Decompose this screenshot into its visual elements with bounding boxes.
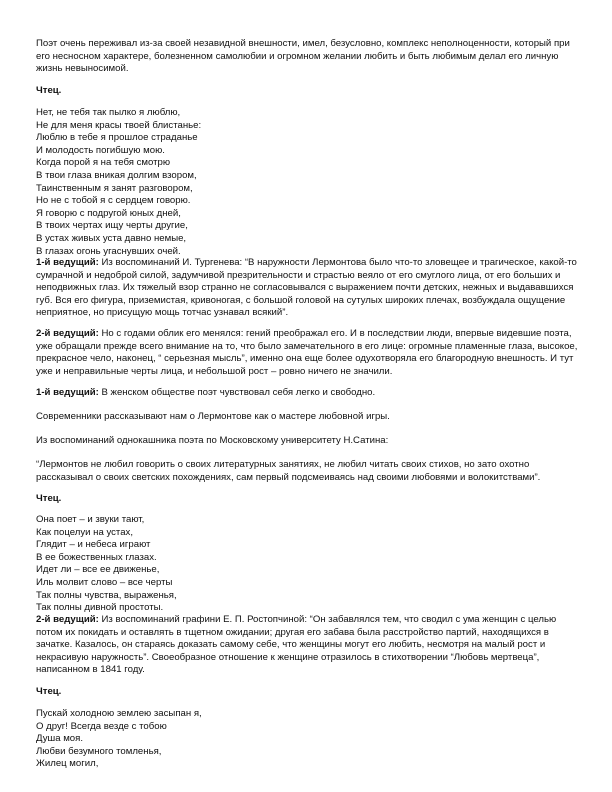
poem-line: Не для меня красы твоей блистанье: [36, 119, 202, 131]
poem-line: Нет, не тебя так пылко я люблю, [36, 107, 181, 118]
speaker-label: 2-й ведущий: [36, 614, 99, 625]
poem-line: Глядит – и небеса играют [36, 539, 151, 551]
poem-line: Любви безумного томленья, [36, 745, 162, 757]
reader-heading-3: Чтец. [36, 686, 62, 697]
host-1-society-paragraph [36, 387, 584, 400]
poem-line: И молодость погибшую мою. [36, 144, 165, 156]
host-1-turgenev-paragraph [36, 257, 584, 320]
poem-line: О друг! Всегда везде с тобою [36, 720, 167, 732]
poem-line: Идет ли – все ее движенье, [36, 564, 160, 576]
speaker-label: 1-й ведущий: [36, 257, 99, 268]
poem-line: Так полны чувства, выраженья, [36, 589, 177, 601]
poem-line: В ее божественных глазах. [36, 551, 157, 563]
poem-1 [36, 107, 584, 258]
intro-paragraph: Поэт очень переживал из-за своей незавидной внешности, имел, безусловно, комплекс неполноценности, который при его несносном характере, болезненном самолюбии и огромном желании любить и быть любимым делал его личную жизнь невыносимой. [36, 38, 570, 75]
poem-line: Люблю в тебе я прошлое страданье [36, 132, 198, 144]
poem-line: Иль молвит слово – все черты [36, 576, 173, 588]
poem-line: Она поет – и звуки тают, [36, 514, 145, 525]
satin-quote-paragraph: “Лермонтов не любил говорить о своих литературных занятиях, не любил читать своих стихов, но зато охотно рассказывал о своих светских похождениях, сам первый подсмеиваясь над своими любовями и волокитствами”. [36, 459, 541, 483]
paragraph-text: Из воспоминаний графини Е. П. Ростопчиной: “Он забавлялся тем, что сводил с ума женщин с целью потом их покидать и оставлять в тщетном ожидании; другая его забава была расстройство партий, находящихся в зачатке. Казалось, он стараясь доказать самому себе, что женщины могут его любить, несмотря на малый рост и некрасивую наружность”. Своеобразное отношение к женщине отразилось в стихотворении “Любовь мертвеца”, написанном в 1841 году. [36, 614, 557, 676]
speaker-label: 2-й ведущий: [36, 328, 99, 339]
poem-line: Так полны дивной простоты. [36, 602, 164, 614]
host-2-rostopchina-paragraph [36, 614, 584, 677]
poem-line: В глазах огонь угаснувших очей. [36, 245, 181, 257]
poem-line: Как поцелуи на устах, [36, 526, 134, 538]
speaker-label: 1-й ведущий: [36, 387, 99, 398]
poem-line: Когда порой я на тебя смотрю [36, 157, 171, 169]
poem-line: В твоих чертах ищу черты другие, [36, 220, 188, 232]
contemporaries-paragraph: Современники рассказывают нам о Лермонтове как о мастере любовной игры. [36, 411, 390, 422]
satin-intro-paragraph: Из воспоминаний однокашника поэта по Московскому университету Н.Сатина: [36, 435, 389, 446]
reader-heading-1: Чтец. [36, 85, 62, 96]
poem-line: Таинственным я занят разговором, [36, 182, 193, 194]
poem-3 [36, 708, 584, 771]
poem-2 [36, 514, 584, 615]
poem-line: Но не с тобой я с сердцем говорю. [36, 195, 191, 207]
paragraph-text: Но с годами облик его менялся: гений преображал его. И в последствии люди, впервые видевшие поэта, уже обращали прежде всего внимание на то, что было замечательного в его лице: огромные пламенные глаза, высокое, прекрасное чело, наконец, “ серьезная мысль”, именно она еще более одухотворяла его благородную внешность. И тут уже и неправильные черты лица, и небольшой рост – ровно ничего не значили. [36, 328, 578, 377]
host-2-paragraph [36, 328, 584, 378]
poem-line: Жилец могил, [36, 758, 99, 770]
paragraph-text: Из воспоминаний И. Тургенева: “В наружности Лермонтова было что-то зловещее и трагическое, какой-то сумрачной и недоброй силой, задумчивой презрительности и страстью веяло от его смуглого лица, от его больших и неподвижных глаз. Их тяжелый взор странно не согласовывался с выражением почти детских, нежных и выдававшихся губ. Вся его фигура, приземистая, кривоногая, с большой головой на сутулых широких плечах, возбуждала ощущение неприятное, но присущую мощь тотчас узнавал всякий”. [36, 257, 577, 319]
poem-line: Я говорю с подругой юных дней, [36, 207, 181, 219]
poem-line: Душа моя. [36, 733, 83, 745]
poem-line: Пускай холодною землею засыпан я, [36, 708, 202, 719]
poem-line: В устах живых уста давно немые, [36, 232, 187, 244]
poem-line: В твои глаза вникая долгим взором, [36, 169, 197, 181]
reader-heading-2: Чтец. [36, 493, 62, 504]
paragraph-text: В женском обществе поэт чувствовал себя легко и свободно. [98, 387, 376, 398]
